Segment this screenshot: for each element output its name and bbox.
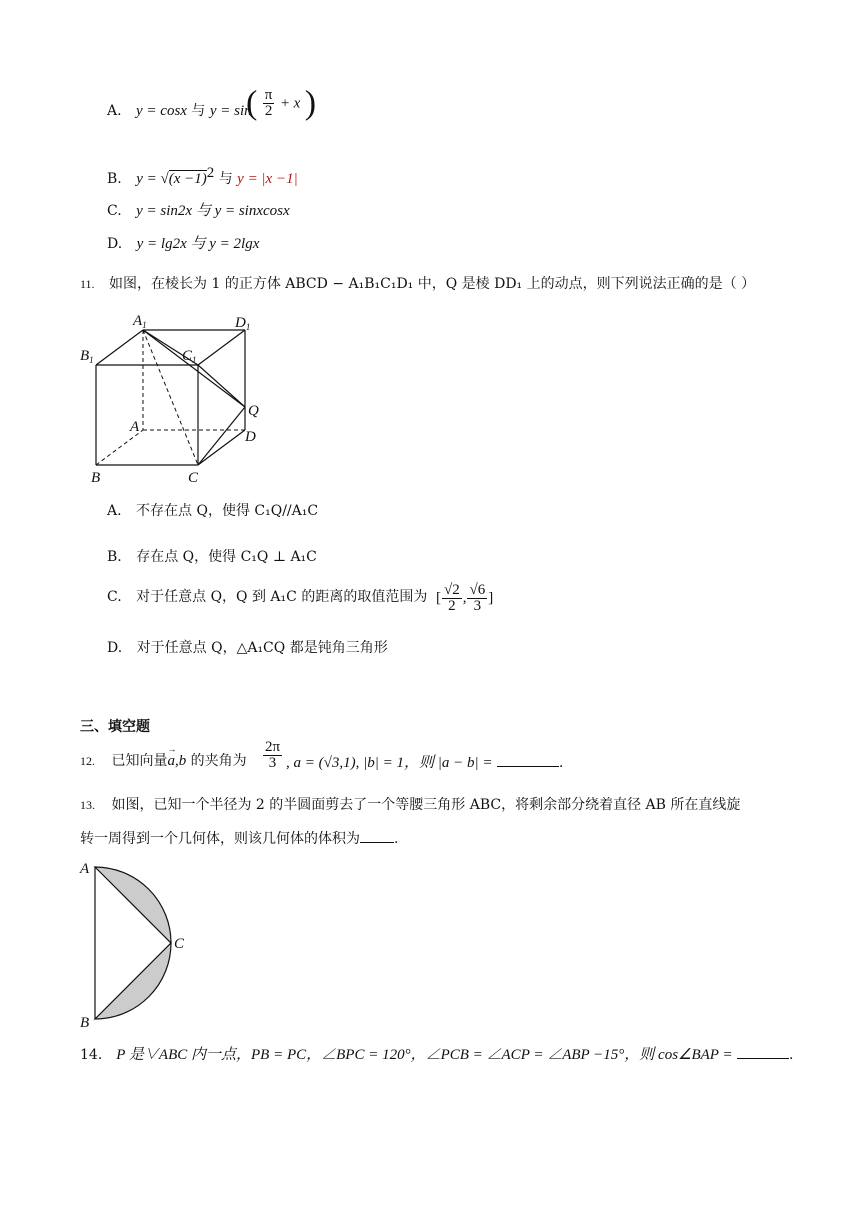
q11-c-range: [ $\frac{√2}{2}$ , $\frac{√6}{3}$ ]	[436, 582, 494, 614]
edge-b1a1	[96, 330, 143, 365]
numerator: π	[264, 87, 273, 103]
connector-text: 与	[218, 171, 233, 187]
period: .	[789, 1047, 794, 1063]
edge-c1d1	[198, 330, 245, 365]
denominator: 2	[448, 598, 456, 614]
q11-option-a	[107, 502, 318, 520]
option-label: D.	[107, 640, 123, 656]
shaded-region-top	[95, 867, 171, 943]
question-number: 14．	[80, 1047, 112, 1063]
option-label: D.	[107, 236, 123, 252]
label-b: B	[80, 1015, 90, 1031]
hidden-edge-ba	[96, 430, 143, 465]
option-label: A.	[107, 103, 122, 119]
option-label: B.	[107, 549, 122, 565]
q10-option-a	[107, 102, 252, 120]
label-c: C	[188, 470, 199, 486]
question-text: 如图，在棱长为 1 的正方体 ABCD − A₁B₁C₁D₁ 中，Q 是棱 DD₁ 上的动点，则下列说法正确的是（ ）	[109, 276, 756, 292]
right-bracket: ]	[488, 589, 494, 606]
question-text: , a = (√3,1), |b| = 1，则 |a − b| =	[286, 755, 493, 771]
numerator: √2	[444, 582, 460, 598]
q11-stem	[80, 275, 755, 293]
math-expr: y = sin	[209, 103, 252, 119]
q10-option-d	[107, 235, 259, 253]
question-number: 11.	[80, 277, 95, 291]
q10-option-b	[107, 164, 298, 188]
question-number: 12.	[80, 754, 95, 768]
option-label: C.	[107, 203, 122, 219]
question-number: 13.	[80, 798, 95, 812]
denominator: 2	[264, 103, 273, 119]
semicircle-figure	[75, 855, 205, 1035]
q12-fraction	[262, 740, 283, 771]
math-expr: y = √	[136, 171, 169, 187]
period: .	[558, 755, 564, 771]
option-text: 不存在点 Q，使得 C₁Q//A₁C	[136, 503, 319, 519]
edge-cq	[198, 407, 245, 465]
label-b1: $B_1$	[80, 348, 94, 365]
label-d1: $D_1$	[235, 315, 251, 332]
q12	[80, 752, 247, 770]
label-a: A	[80, 861, 90, 877]
label-a1: $A_1$	[133, 313, 147, 330]
section-heading: 三、填空题	[80, 719, 150, 735]
fraction	[263, 740, 282, 771]
fraction	[263, 88, 275, 119]
denominator: 3	[473, 598, 482, 614]
option-text: 存在点 Q，使得 C₁Q ⊥ A₁C	[136, 549, 317, 565]
fraction-1	[442, 583, 462, 614]
label-c1: $C_1$	[182, 348, 197, 365]
answer-blank[interactable]	[737, 1044, 789, 1059]
option-label: C.	[107, 589, 122, 605]
exponent: 2	[206, 165, 215, 181]
question-text: 如图，已知一个半径为 2 的半圆面剪去了一个等腰三角形 ABC，将剩余部分绕着直径 AB 所在直线旋	[111, 797, 741, 813]
answer-blank[interactable]	[360, 828, 394, 843]
q10-option-c	[107, 202, 290, 220]
label-d: D	[245, 429, 256, 445]
label-a: A	[130, 419, 140, 435]
question-text: 的夹角为	[190, 753, 247, 769]
left-paren: (	[246, 84, 258, 122]
question-text: 已知向量	[111, 753, 168, 769]
period: .	[394, 831, 399, 847]
q12-rest	[286, 752, 563, 772]
label-c: C	[174, 936, 185, 952]
q13-line1	[80, 796, 740, 814]
right-paren: )	[304, 84, 317, 122]
math-expr: y = |x −1|	[237, 171, 298, 187]
q11-option-b	[107, 548, 317, 566]
option-text: 对于任意点 Q，Q 到 A₁C 的距离的取值范围为	[136, 589, 428, 605]
edge-c1q	[198, 365, 245, 407]
numerator: 2π	[265, 739, 281, 755]
math-expr: y = cosx	[136, 103, 187, 119]
question-text: P 是∨ABC 内一点，PB = PC，∠BPC = 120°，∠PCB = ∠ACP = ∠ABP −15°，则 cos∠BAP =	[116, 1047, 733, 1063]
label-q: Q	[248, 403, 259, 419]
option-text: y = sin2x 与 y = sinxcosx	[136, 203, 290, 219]
cube-figure	[75, 305, 275, 490]
question-text: 转一周得到一个几何体，则该几何体的体积为	[80, 831, 360, 847]
option-text: y = lg2x 与 y = 2lgx	[136, 236, 260, 252]
numerator: √6	[469, 582, 486, 598]
q10-a-paren-group	[246, 84, 317, 122]
math-expr: + x	[279, 95, 301, 112]
q13-line2	[80, 828, 398, 848]
option-label: A.	[107, 503, 122, 519]
answer-blank[interactable]	[497, 752, 559, 767]
q11-option-c	[107, 588, 427, 606]
radicand: (x −1)	[168, 171, 207, 187]
option-label: B.	[107, 171, 122, 187]
fraction-2	[467, 583, 487, 614]
q11-option-d	[107, 639, 388, 657]
shaded-region-bottom	[95, 943, 171, 1019]
q14	[80, 1044, 793, 1064]
option-text: 对于任意点 Q，△A₁CQ 都是钝角三角形	[136, 640, 388, 656]
denominator: 3	[268, 755, 277, 771]
label-b: B	[91, 470, 101, 486]
connector-text: 与	[191, 103, 206, 119]
left-bracket: [	[436, 589, 441, 606]
vector-ab: → a,b	[167, 753, 186, 769]
